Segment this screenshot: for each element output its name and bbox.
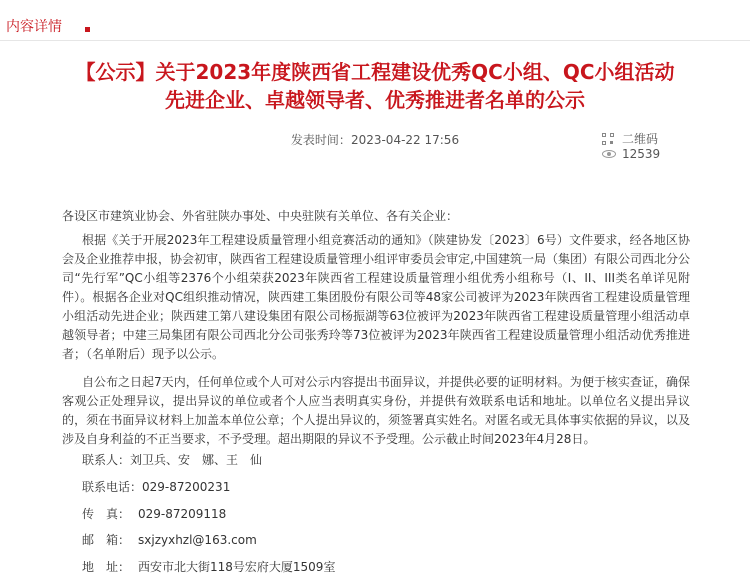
contact-fax-label: 传 真：: [82, 507, 131, 521]
contact-phone-value: 029-87200231: [142, 480, 231, 494]
publish-time: 2023-04-22 17:56: [350, 133, 460, 147]
article-title-line-1: 【公示】关于2023年度陕西省工程建设优秀QC小组、QC小组活动: [75, 60, 675, 84]
article-body: [62, 207, 690, 449]
qr-code-button[interactable]: [602, 131, 660, 146]
qr-code-label: 二维码: [622, 132, 659, 146]
contact-address-label: 地 址：: [82, 560, 131, 574]
top-bar: [0, 0, 750, 41]
paragraph-1: 根据《关于开展2023年工程建设质量管理小组竞赛活动的通知》（陕建协发〔2023〕6号）文件要求，经各地区协会及企业推荐申报，协会初审，陕西省工程建设质量管理小组评审委员会审定,中国建筑一局（集团）有限公司西北分公司“先行军”QC小组等2376个小组荣获2023年陕西省工程建设质量管理小组优秀小组称号（I、II、III类名单详见附件）。根据各企业对QC组织推动情况，陕西建工集团股份有限公司等48家公司被评为2023年陕西省工程建设质量管理小组活动先进企业；陕西建工第八建设集团有限公司杨振湖等63位被评为2023年陕西省工程建设质量管理小组活动卓越领导者；中建三局集团有限公司西北分公司张秀玲等73位被评为2023年陕西省工程建设质量管理小组活动优秀推进者；（名单附后）现予以公示。: [62, 233, 690, 361]
contact-email: [82, 531, 257, 549]
article-meta: [602, 131, 660, 161]
contact-person: [82, 451, 262, 469]
eye-icon: [602, 150, 616, 158]
article-title-line-2: 先进企业、卓越领导者、优秀推进者名单的公示: [165, 88, 585, 112]
contact-email-label: 邮 箱：: [82, 533, 131, 547]
publish-label: 发表时间：: [290, 133, 351, 147]
contact-fax-value: 029-87209118: [138, 507, 227, 521]
view-count-value: 12539: [622, 146, 661, 161]
salutation: 各设区市建筑业协会、外省驻陕办事处、中央驻陕有关单位、各有关企业：: [62, 209, 459, 223]
contact-address: [82, 558, 335, 576]
section-marker: [85, 27, 90, 32]
contact-fax: [82, 505, 226, 523]
article-title: [60, 58, 690, 114]
contact-email-value[interactable]: sxjzyxhzl@163.com: [138, 533, 257, 547]
view-count: [602, 146, 660, 161]
contact-person-label: 联系人：: [82, 453, 131, 467]
qr-code-icon: [602, 133, 614, 145]
contact-person-value: 刘卫兵、安 娜、王 仙: [130, 453, 263, 467]
paragraph-2: 自公布之日起7天内，任何单位或个人可对公示内容提出书面异议，并提供必要的证明材料。为便于核实查证，确保客观公正处理异议，提出异议的单位或者个人应当表明真实身份，并提供有效联系电话和地址。以单位名义提出异议的，须在书面异议材料上加盖本单位公章；个人提出异议的，须签署真实姓名。对匿名或无具体事实依据的异议，以及涉及自身利益的不正当要求，不予受理。超出期限的异议不予受理。公示截止时间2023年4月28日。: [62, 375, 690, 446]
section-title: 内容详情: [6, 19, 62, 35]
contact-phone-label: 联系电话：: [82, 480, 143, 494]
contact-phone: [82, 478, 230, 496]
contact-address-value: 西安市北大街118号宏府大厦1509室: [138, 560, 336, 574]
